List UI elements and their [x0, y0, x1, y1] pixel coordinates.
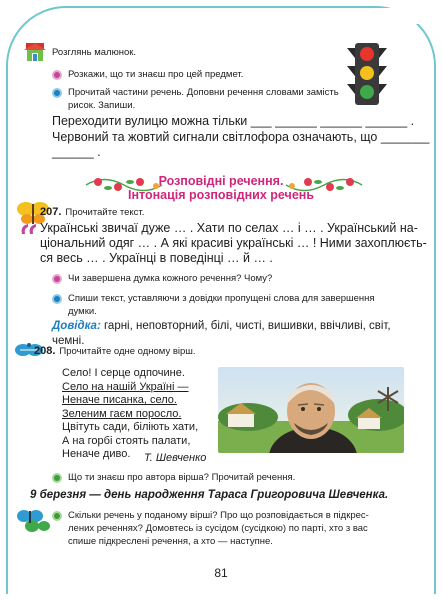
dovidka-words: гарні, неповторний, білі, чисті, вишивки, ввічливі, світ, — [100, 320, 391, 332]
fill-line-3: ______ . — [52, 145, 101, 159]
poem-author: Т. Шевченко — [144, 452, 207, 464]
dovidka-words-line2: чемні. — [52, 334, 85, 347]
fill-line-1: Переходити вулицю можна тільки ___ ______ ______ ______ . — [52, 114, 415, 128]
frame-corner-gap — [356, 8, 434, 24]
ex207-text-line2: ціональний одяг … . А які красиві українські … ! Ними захоплюєть- — [40, 236, 427, 250]
ex208-q2-line1: Скільки речень у поданому вірші? Про що розповідається в підкрес- — [68, 510, 369, 521]
page-number: 81 — [214, 566, 228, 580]
ex207-instruction: Прочитайте текст. — [65, 207, 145, 218]
poem-line: Цвітуть сади, біліють хати, — [62, 421, 199, 433]
ex207-text-line3: ся весь … . Українці в поведінці … й … . — [40, 251, 273, 265]
dovidka-label: Довідка: — [52, 320, 101, 332]
intro-q1: Розкажи, що ти знаєш про цей предмет. — [68, 69, 244, 80]
section-heading-line1: Розповідні речення. — [158, 174, 284, 188]
quote-mark-icon — [20, 222, 38, 236]
ex207-number: 207. — [40, 206, 62, 218]
intro-q2-row — [52, 86, 339, 112]
fill-in-text — [52, 114, 430, 161]
intro-q2-line2: рисок. Запиши. — [68, 100, 136, 111]
ex207-q2-row — [52, 292, 375, 318]
butterflies-icon — [16, 508, 50, 534]
ex207-text — [40, 221, 427, 266]
intro-title-row — [52, 46, 136, 59]
ex207-q1-row — [52, 272, 272, 285]
ex208-q2-line3: спише підкреслені речення, а хто — наступне. — [68, 536, 273, 547]
ex207-q2-line2: думки. — [68, 306, 97, 317]
ex208-header — [34, 345, 196, 357]
shevchenko-portrait-image — [218, 367, 404, 453]
ex207-q1: Чи завершена думка кожного речення? Чому? — [68, 273, 273, 284]
traffic-light-icon — [347, 42, 387, 106]
ex208-q1: Що ти знаєш про автора вірша? Прочитай речення. — [68, 472, 296, 483]
poem-line: Село на нашій Україні — — [62, 380, 189, 393]
green-bullet-icon — [52, 473, 62, 483]
ex207-q2-line1: Спиши текст, уставляючи з довідки пропущені слова для завершення — [68, 293, 375, 304]
ex208-number: 208. — [34, 345, 56, 357]
pink-bullet-icon — [52, 274, 62, 284]
ex208-q1-row — [52, 471, 295, 484]
green-bullet-icon — [52, 511, 62, 521]
section-heading-line2: Інтонація розповідних речень — [127, 188, 315, 202]
dovidka-block — [52, 319, 391, 348]
ex207-header — [40, 206, 144, 218]
poem-line: Село! І серце одпочине. — [62, 367, 185, 379]
ex207-text-line1: Українські звичаї дуже … . Хати по селах … і … . Український на- — [40, 221, 418, 235]
ex208-instruction: Прочитайте одне одному вірш. — [59, 346, 196, 357]
birthday-sentence: 9 березня — день народження Тараса Григоровича Шевченка. — [30, 489, 389, 501]
intro-title: Розглянь малюнок. — [52, 47, 137, 58]
intro-q1-row — [52, 68, 243, 81]
poem — [62, 367, 198, 462]
ex208-q2-line2: лених реченнях? Домовтесь із сусідом (сусідкою) по парті, хто з вас — [68, 523, 368, 534]
poem-line: Неначе писанка, село. — [62, 394, 177, 406]
house-icon — [24, 42, 46, 62]
blue-bullet-icon — [52, 88, 62, 98]
poem-line: Неначе диво. — [62, 448, 131, 460]
blue-bullet-icon — [52, 294, 62, 304]
poem-line: А на горбі стоять палати, — [62, 434, 191, 447]
ex208-q2-row — [52, 509, 369, 548]
poem-line: Зеленим гаєм поросло. — [62, 407, 182, 420]
fill-line-2: Червоний та жовтий сигнали світлофора означають, що _______ — [52, 129, 430, 144]
pink-bullet-icon — [52, 70, 62, 80]
intro-q2-line1: Прочитай частини речень. Доповни речення словами замість — [68, 87, 339, 98]
